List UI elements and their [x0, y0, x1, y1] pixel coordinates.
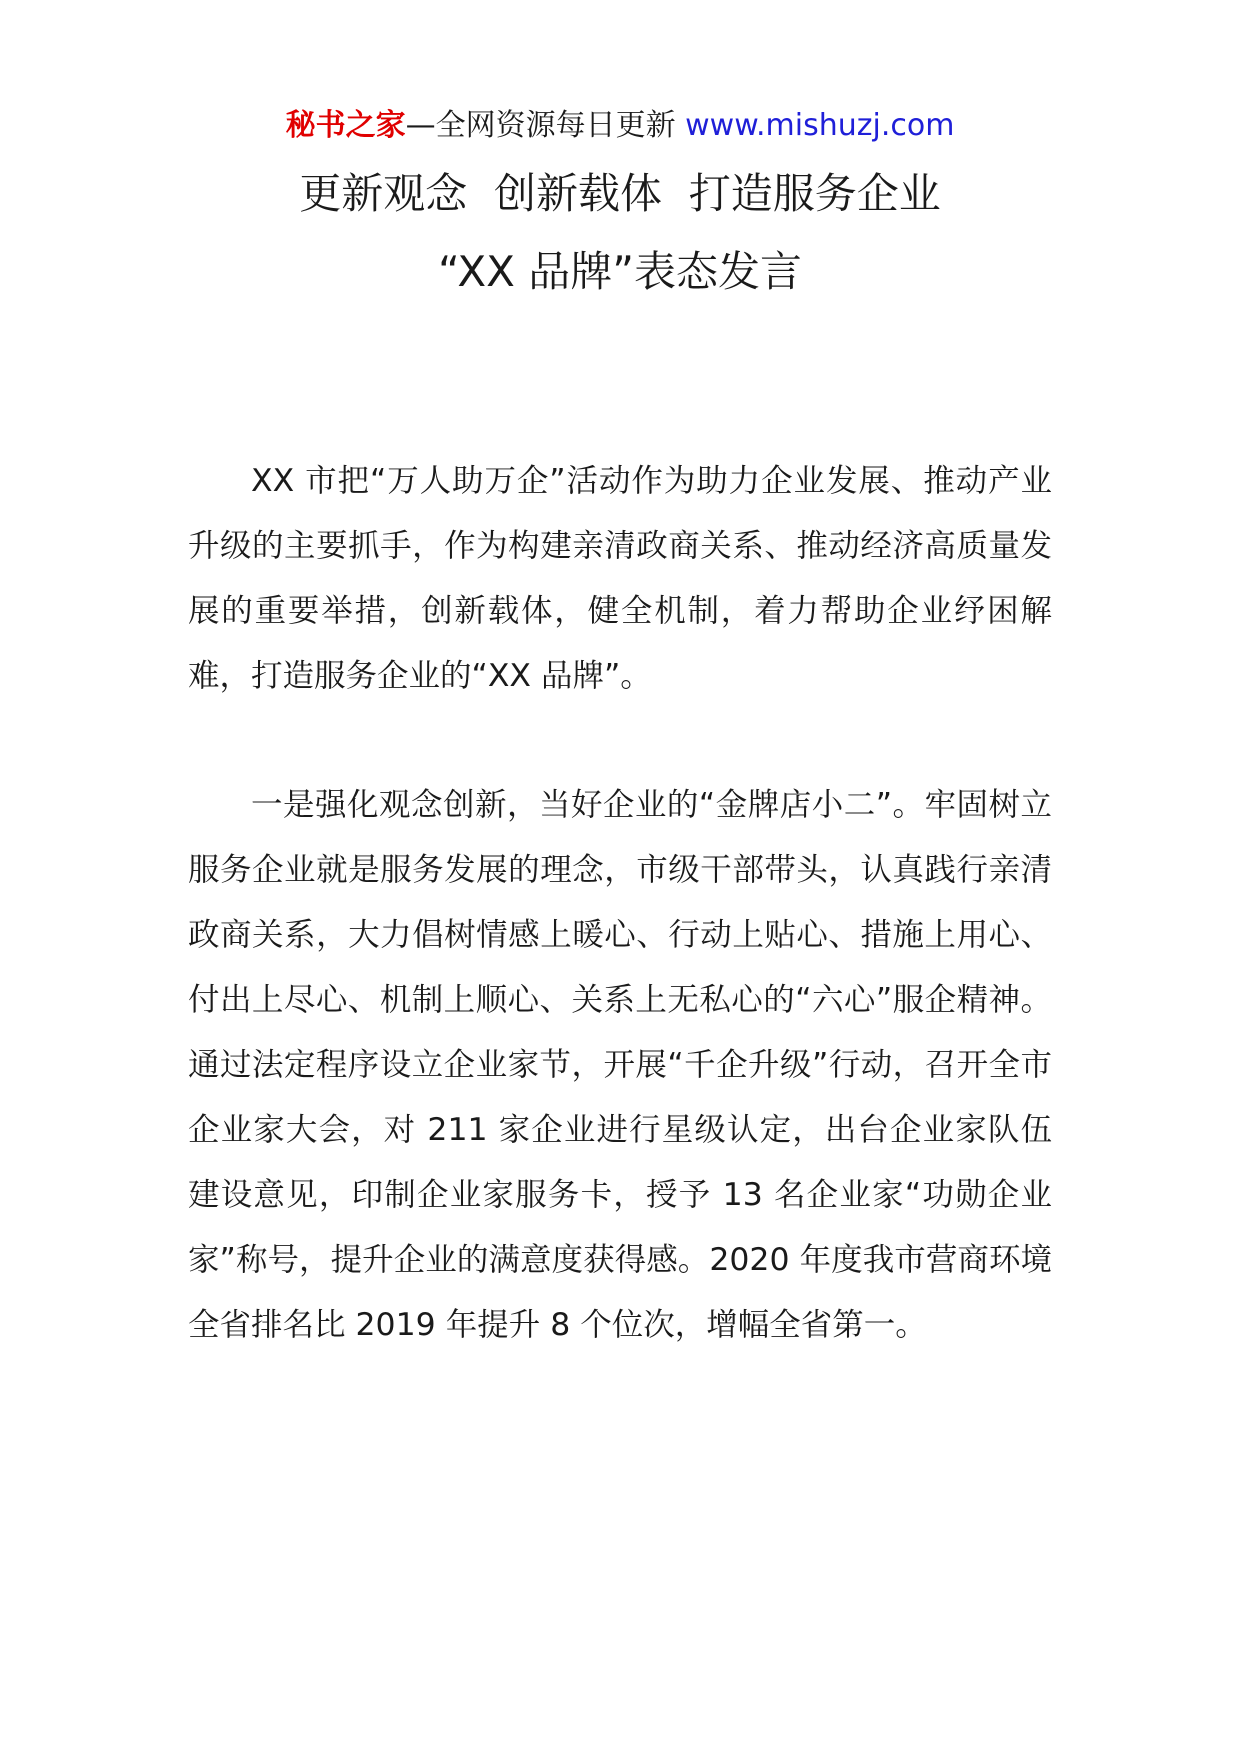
site-brand: 秘书之家: [285, 108, 406, 143]
site-url-link[interactable]: www.mishuzj.com: [685, 108, 955, 143]
paragraph-concept-innovation: 一是强化观念创新，当好企业的“金牌店小二”。牢固树立服务企业就是服务发展的理念，市级干部带头，认真践行亲清政商关系，大力倡树情感上暖心、行动上贴心、措施上用心、付出上尽心、机制上顺心、关系上无私心的“六心”服企精神。通过法定程序设立企业家节，开展“千企升级”行动，召开全市企业家大会，对 211 家企业进行星级认定，出台企业家队伍建设意见，印制企业家服务卡，授予 13 名企业家“功勋企业家”称号，提升企业的满意度获得感。2020 年度我市营商环境全省排名比 2019 年提升 8 个位次，增幅全省第一。: [188, 787, 1052, 1343]
document-title-line-2: “XX 品牌”表态发言: [438, 247, 802, 296]
site-header: [0, 106, 1240, 146]
document-title-line-1: 更新观念 创新载体 打造服务企业: [299, 169, 941, 218]
site-slogan: —全网资源每日更新: [405, 108, 676, 143]
paragraph-intro: XX 市把“万人助万企”活动作为助力企业发展、推动产业升级的主要抓手，作为构建亲清政商关系、推动经济高质量发展的重要举措，创新载体，健全机制，着力帮助企业纾困解难，打造服务企业的“XX 品牌”。: [188, 463, 1052, 694]
